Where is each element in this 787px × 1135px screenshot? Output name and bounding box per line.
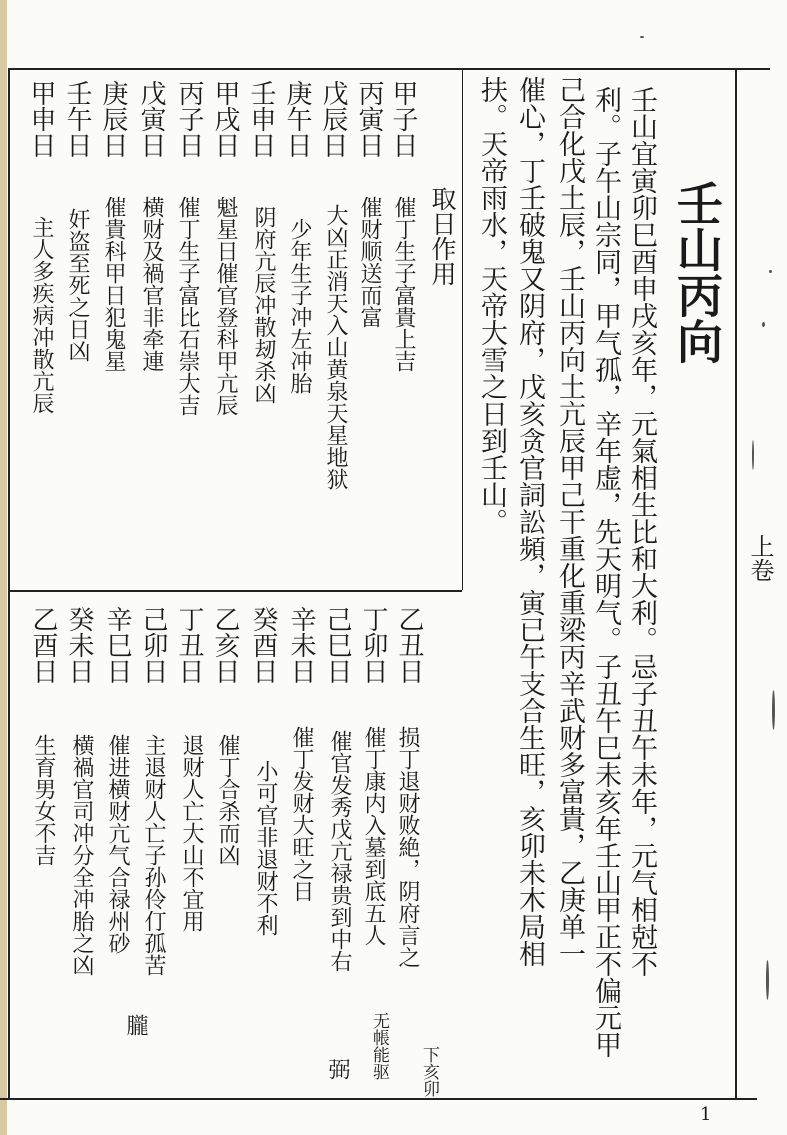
- upper-day-5-note: 阴府亢辰冲散刼杀凶: [251, 206, 276, 404]
- lower-day-1: 乙丑日: [394, 606, 424, 684]
- lower-day-8-note: 主退财人亡子孙伶仃孤苦: [141, 734, 166, 976]
- scan-speck: [772, 690, 775, 730]
- lower-day-1-subnote: 下亥卯: [419, 1046, 439, 1097]
- intro-line-4: 催心，丁壬破鬼又阴府，戊亥贪官詞訟頻，寅已午支合生旺，亥卯未木局相: [514, 76, 545, 967]
- upper-day-2-note: 催财顺送而富: [357, 196, 382, 328]
- lower-day-7: 丁丑日: [174, 606, 204, 684]
- page-number: 1: [700, 1104, 712, 1125]
- upper-day-2: 丙寅日: [354, 80, 384, 158]
- upper-day-9: 庚辰日: [98, 80, 128, 158]
- lower-day-3-subnote: 弼: [325, 1058, 350, 1080]
- lower-day-7-note: 退财人亡大山不宜用: [179, 734, 204, 932]
- lower-day-4: 辛未日: [286, 606, 316, 684]
- upper-day-7-note: 催丁生子富比石崇大吉: [175, 196, 200, 416]
- right-border-rule: [735, 68, 737, 1100]
- upper-day-7: 丙子日: [174, 80, 204, 158]
- lower-day-2: 丁卯日: [358, 606, 388, 684]
- upper-day-3-note: 大凶正消天入山黄泉天星地狱: [323, 204, 348, 490]
- lower-day-9-subnote: 朧: [123, 1014, 148, 1036]
- upper-day-11-note: 主人多疾病冲散亢辰: [29, 216, 54, 414]
- lower-day-2-subnote: 无帳能驱: [369, 1012, 389, 1080]
- lower-day-6-note: 催丁合杀而凶: [215, 734, 240, 866]
- upper-day-4-note: 少年生子冲左冲胎: [287, 218, 312, 394]
- lower-day-3: 己巳日: [322, 606, 352, 684]
- upper-day-11: 甲申日: [26, 80, 56, 158]
- lower-day-2-note: 催丁康内入墓到底五人: [361, 726, 386, 946]
- bottom-border-rule: [0, 1098, 757, 1100]
- intro-line-1: 壬山宜寅卯巳酉申戌亥年，元氣相生比和大利。忌子丑午未年，元气相尅不: [626, 86, 657, 977]
- upper-day-4: 庚午日: [282, 80, 312, 158]
- lower-day-1-note: 损丁退财败絶，阴府言之: [395, 726, 420, 968]
- upper-day-6-note: 魁星日催官登科甲亢辰: [213, 196, 238, 416]
- upper-day-10: 壬午日: [62, 80, 92, 158]
- page-title: 壬山丙向: [670, 180, 724, 364]
- top-border-rule: [8, 68, 770, 70]
- lower-day-8: 己卯日: [138, 606, 168, 684]
- lower-day-9: 辛巳日: [102, 606, 132, 684]
- upper-day-5: 壬申日: [246, 80, 276, 158]
- upper-day-3: 戊辰日: [318, 80, 348, 158]
- lower-day-10: 癸未日: [64, 606, 94, 684]
- lower-day-5: 癸酉日: [248, 606, 278, 684]
- scan-speck: [766, 960, 769, 1000]
- section-vertical-rule: [462, 70, 463, 590]
- upper-day-1-note: 催丁生子富貴上吉: [391, 196, 416, 372]
- section-heading: 取日作用: [428, 186, 457, 286]
- intro-line-2: 利。子午山宗同，甲气孤，辛年虚，先天明气。子丑午巳未亥年壬山甲正不偏元甲: [590, 86, 621, 1058]
- upper-day-1: 甲子日: [388, 80, 418, 158]
- volume-label: 上卷: [746, 534, 774, 582]
- upper-day-9-note: 催貴科甲日犯鬼星: [101, 196, 126, 372]
- lower-day-6: 乙亥日: [210, 606, 240, 684]
- left-border-rule: [8, 68, 10, 1098]
- intro-line-5: 扶。天帝雨水，天帝大雪之日到壬山。: [476, 76, 507, 535]
- scan-speck: [762, 322, 765, 327]
- upper-day-8-note: 横财及禍官非牵連: [139, 196, 164, 372]
- scan-speck: [640, 36, 644, 38]
- upper-day-6: 甲戌日: [210, 80, 240, 158]
- lower-day-10-note: 横禍官司冲分全冲胎之凶: [69, 734, 94, 976]
- lower-day-5-note: 小可官非退财不利: [253, 760, 278, 936]
- book-binding-edge: [0, 0, 7, 1135]
- scan-speck: [769, 270, 772, 273]
- lower-day-11-note: 生育男女不吉: [31, 734, 56, 866]
- lower-day-3-note: 催官发秀戊亢禄贵到中右: [327, 730, 352, 972]
- lower-day-11: 乙酉日: [28, 606, 58, 684]
- upper-day-10-note: 奸盗至死之日凶: [65, 208, 90, 362]
- middle-divider-rule: [10, 590, 462, 592]
- scan-speck: [752, 440, 754, 470]
- lower-day-9-note: 催进横财亢气合禄州砂: [105, 734, 130, 954]
- intro-line-3: 己合化戊土辰，壬山丙向土亢辰甲己干重化重梁丙辛武财多富貴，乙庚单一: [554, 76, 585, 967]
- upper-day-8: 戊寅日: [136, 80, 166, 158]
- lower-day-4-note: 催丁发财大旺之日: [289, 726, 314, 902]
